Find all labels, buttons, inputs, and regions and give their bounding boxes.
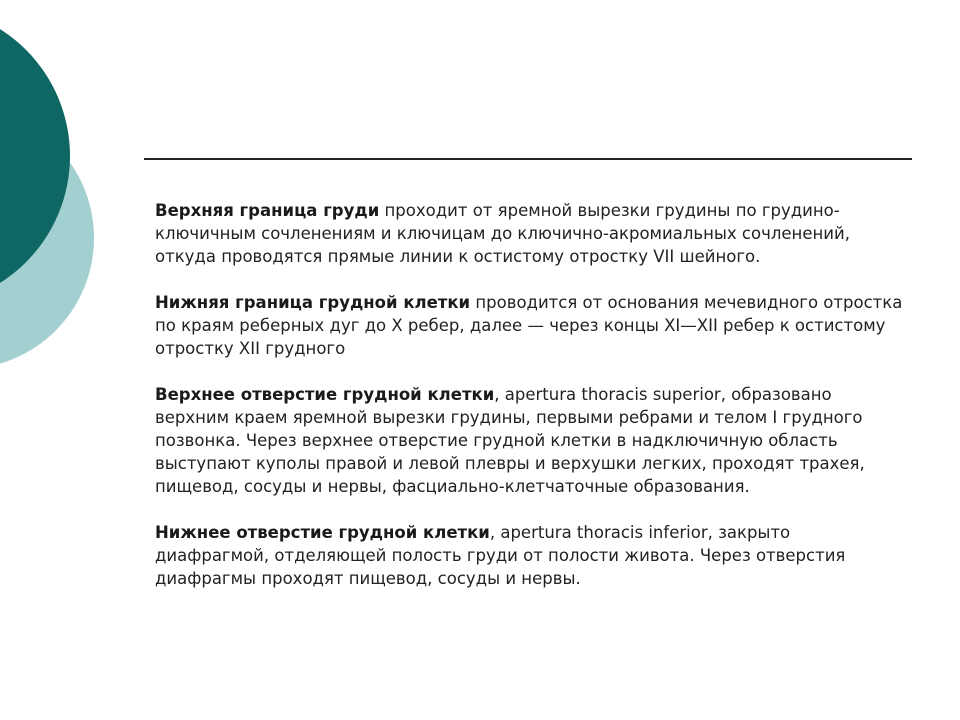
paragraph-upper-aperture [155,383,905,498]
paragraph-heading: Верхнее отверстие грудной клетки [155,385,495,404]
paragraph-text: проводится от основания мечевидного отростка по краям реберных дуг до X ребер, далее — через концы XI—XII ребер к остистому отростку XII грудного [155,293,903,358]
paragraph-text: , apertura thoracis inferior, закрыто диафрагмой, отделяющей полость груди от полости живота. Через отверстия диафрагмы проходят пищевод, сосуды и нервы. [155,523,846,588]
paragraph-heading: Нижнее отверстие грудной клетки [155,523,490,542]
title-divider [144,158,912,160]
paragraph-upper-chest-border [155,199,905,268]
paragraph-lower-chest-border [155,291,905,360]
paragraph-heading: Нижняя граница грудной клетки [155,293,471,312]
slide-body [155,199,905,590]
paragraph-text: проходит от яремной вырезки грудины по грудино-ключичным сочленениям и ключицам до ключично-акромиальных сочленений, откуда проводятся прямые линии к остистому отростку VII шейного. [155,201,850,266]
paragraph-heading: Верхняя граница груди [155,201,380,220]
paragraph-text: , apertura thoracis superior, образовано верхним краем яремной вырезки грудины, первыми ребрами и телом I грудного позвонка. Через верхнее отверстие грудной клетки в надключичную область выступают куполы правой и левой плевры и верхушки легких, проходят трахея, пищевод, сосуды и нервы, фасциально-клетчаточные образования. [155,385,865,496]
paragraph-lower-aperture [155,521,905,590]
